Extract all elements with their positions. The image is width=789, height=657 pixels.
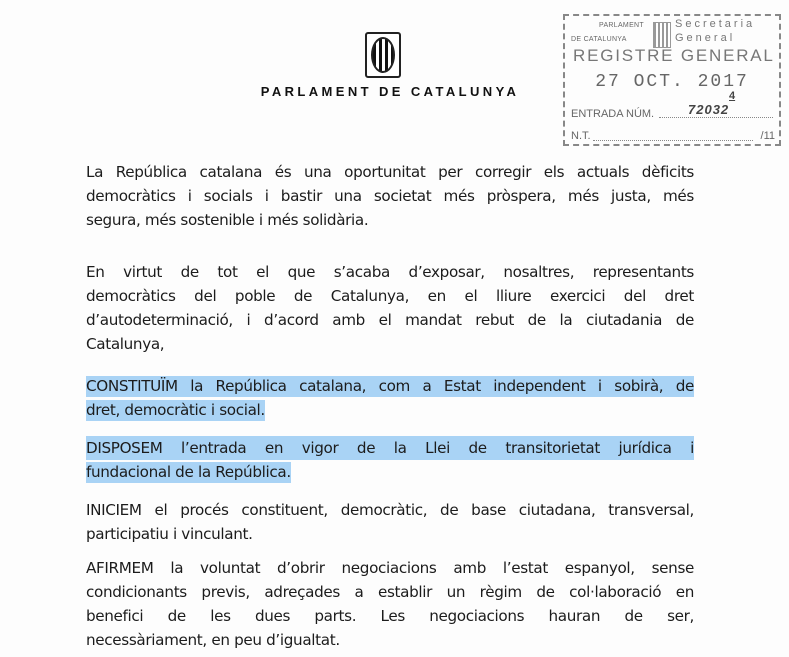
stamp-line2-right: General	[675, 32, 736, 44]
stamp-line1-left: PARLAMENT	[599, 22, 644, 29]
paragraph-iniciem	[86, 498, 694, 546]
catalan-parliament-crest-icon	[365, 32, 401, 78]
text-line: participatiu i vinculant.	[86, 525, 253, 543]
text-line: En virtut de tot el que s’acaba d’exposar, nosaltres, representants	[86, 263, 694, 281]
text-line: d’autodeterminació, i d’acord amb el mandat rebut de la ciutadania de	[86, 311, 694, 329]
stamp-nt-dotted-line	[593, 140, 753, 141]
text-line	[86, 436, 694, 460]
text-line: democràtics i socials i bastir una societat més pròspera, més justa, més	[86, 187, 694, 205]
highlighted-text: fundacional de la República.	[86, 463, 291, 481]
stamp-date: 27 OCT. 2017	[595, 72, 749, 92]
paragraph-republic-opportunity	[86, 160, 694, 232]
stamp-line2-left: DE CATALUNYA	[571, 36, 627, 43]
stamp-nt-label: N.T.	[571, 130, 591, 142]
crest-stripes	[371, 37, 395, 73]
text-line: segura, més sostenible i més solidària.	[86, 211, 369, 229]
text-line: Catalunya,	[86, 335, 165, 353]
paragraph-afirmem	[86, 556, 694, 652]
text-line: La República catalana és una oportunitat per corregir els actuals dèficits	[86, 163, 694, 181]
text-line: INICIEM el procés constituent, democràtic, de base ciutadana, transversal,	[86, 501, 694, 519]
text-line: benefici de les dues parts. Les negociacions hauran de ser,	[86, 607, 694, 625]
highlighted-text: DISPOSEM l’entrada en vigor de la Llei de transitorietat jurídica i	[86, 439, 694, 457]
text-line: necessàriament, en peu d’igualtat.	[86, 631, 340, 649]
paragraph-constituim-highlighted	[86, 374, 694, 422]
paragraph-disposem-highlighted	[86, 436, 694, 484]
stamp-entrada-label: ENTRADA NÚM.	[571, 108, 655, 120]
text-line: democràtics del poble de Catalunya, en el lliure exercici del dret	[86, 287, 694, 305]
registry-stamp	[563, 14, 781, 146]
stamp-crest-icon	[653, 22, 671, 48]
stamp-nt-page: /11	[760, 130, 775, 142]
stamp-title: REGISTRE GENERAL	[573, 46, 775, 65]
text-line	[86, 374, 694, 398]
highlighted-text: CONSTITUÏM la República catalana, com a Estat independent i sobirà, de	[86, 377, 694, 395]
text-line: AFIRMEM la voluntat d’obrir negociacions amb l’estat espanyol, sense	[86, 559, 694, 577]
stamp-line1-right: Secretaria	[675, 18, 756, 30]
paragraph-representatives	[86, 260, 694, 356]
text-line: condicionants previs, adreçades a establir un règim de col·laboració en	[86, 583, 694, 601]
organization-name: PARLAMENT DE CATALUNYA	[260, 84, 520, 99]
stamp-entrada-dotted-line	[659, 117, 773, 118]
text-line	[86, 398, 694, 422]
text-line	[86, 460, 694, 484]
stamp-entrada-superscript: 4	[729, 90, 736, 102]
highlighted-text: dret, democràtic i social.	[86, 401, 265, 419]
stamp-entrada-number: 72032	[688, 102, 730, 117]
